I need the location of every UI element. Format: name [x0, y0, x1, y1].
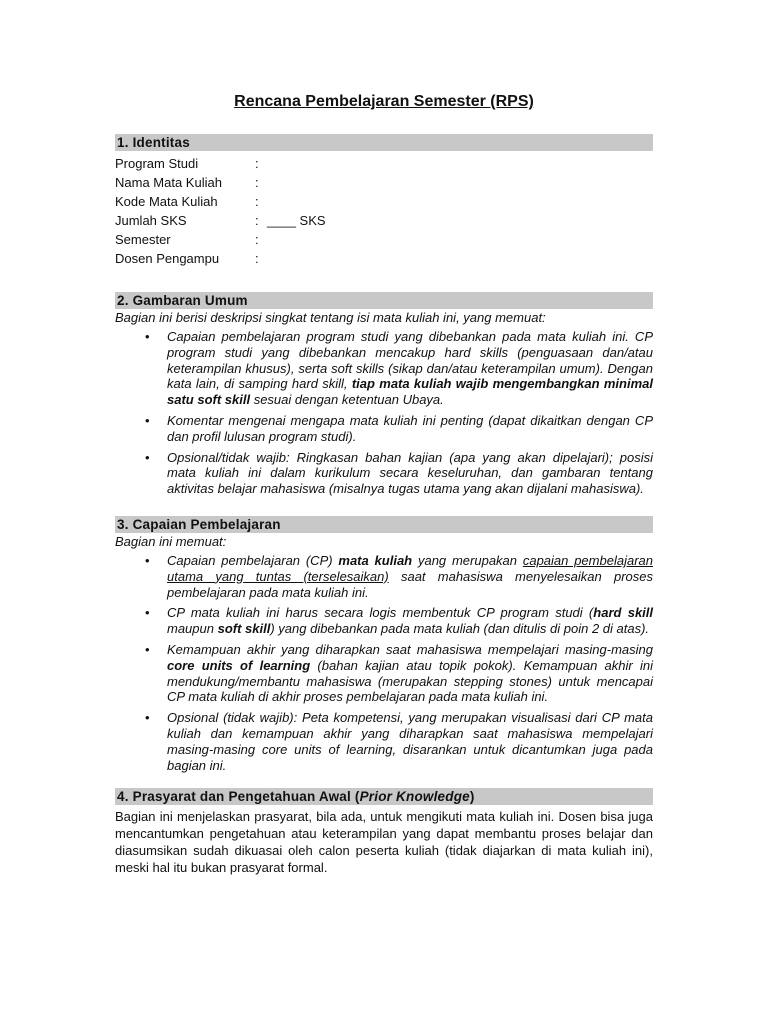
identity-row-program-studi: [115, 154, 653, 173]
identity-label: Semester: [115, 232, 171, 247]
identity-label: Program Studi: [115, 156, 199, 171]
list-item: • Opsional (tidak wajib): Peta kompetensi, yang merupakan visualisasi dari CP mata kuliah dan kemampuan akhir yang diharapkan saat mahasiswa mempelajari masing-masing core units of learning, disarankan untuk dicantumkan juga pada bagian ini.: [167, 710, 653, 773]
list-item: [167, 605, 653, 637]
identity-label: Dosen Pengampu: [115, 251, 220, 266]
list-item: • Opsional/tidak wajib: Ringkasan bahan kajian (apa yang akan dipelajari); posisi mata kuliah ini dalam kurikulum secara keseluruhan, dan gambaran tentang aktivitas belajar mahasiswa (misalnya tugas utama yang akan dijalani mahasiswa).: [167, 450, 653, 497]
list-item-text: saat mahasiswa menyelesaikan proses pembelajaran pada mata kuliah ini.: [167, 568, 654, 600]
section-heading-gambaran-umum: 2. Gambaran Umum: [115, 292, 653, 309]
identity-colon: :: [255, 251, 259, 266]
identity-row-nama-mata-kuliah: [115, 173, 653, 192]
section-intro: Bagian ini berisi deskripsi singkat tentang isi mata kuliah ini, yang memuat:: [115, 310, 546, 325]
emphasis-text: soft skill: [217, 621, 271, 637]
list-item: [167, 329, 653, 408]
heading-text: 4. Prasyarat dan Pengetahuan Awal (: [117, 789, 360, 805]
identity-colon: :: [255, 213, 259, 228]
list-item-text: maupun: [167, 621, 218, 637]
identity-value: ____ SKS: [267, 213, 326, 228]
section-heading-identitas: 1. Identitas: [115, 134, 653, 151]
identity-label: Nama Mata Kuliah: [115, 175, 222, 190]
section-paragraph: Bagian ini menjelaskan prasyarat, bila ada, untuk mengikuti mata kuliah ini. Dosen bisa juga mencantumkan pengetahuan atau keterampilan yang dapat membantu proses belajar dan diasumsikan sudah dikuasai oleh calon peserta kuliah (tidak diajarkan di mata kuliah ini), meski hal itu bukan prasyarat formal.: [115, 809, 653, 876]
list-item-text: (bahan kajian atau topik pokok). Kemampuan akhir ini mendukung/membantu mahasiswa (merupakan stepping stones) untuk mencapai CP mata kuliah di akhir proses pembelajaran pada mata kuliah ini.: [167, 657, 654, 705]
list-item-text: sesuai dengan ketentuan Ubaya.: [250, 392, 444, 408]
identity-colon: :: [255, 232, 259, 247]
section-heading-prasyarat: [115, 788, 653, 805]
bullet-list: [115, 329, 653, 497]
document-title: Rencana Pembelajaran Semester (RPS): [234, 93, 534, 110]
identity-row-semester: [115, 230, 653, 249]
identity-row-jumlah-sks: [115, 211, 653, 230]
heading-text: ): [469, 789, 475, 805]
list-item: [167, 553, 653, 600]
section-heading-capaian: 3. Capaian Pembelajaran: [115, 516, 653, 533]
bullet-list: [115, 553, 653, 773]
list-item-text: Capaian pembelajaran (CP): [167, 552, 339, 568]
heading-italic-text: Prior Knowledge: [359, 789, 470, 805]
emphasis-text: tiap mata kuliah wajib mengembangkan minimal satu soft skill: [167, 376, 653, 408]
identity-table: [115, 154, 653, 268]
underlined-text: capaian pembelajaran utama yang tuntas (terselesaikan): [167, 552, 653, 584]
list-item: [167, 642, 653, 705]
list-item-text: yang merupakan: [412, 552, 523, 568]
list-item-text: Kemampuan akhir yang diharapkan saat mahasiswa mempelajari masing-masing: [167, 641, 653, 657]
identity-colon: :: [255, 175, 259, 190]
identity-row-dosen-pengampu: [115, 249, 653, 268]
list-item-text: CP mata kuliah ini harus secara logis membentuk CP program studi (: [167, 605, 594, 621]
emphasis-text: core units of learning: [167, 657, 311, 673]
emphasis-text: hard skill: [593, 605, 654, 621]
identity-colon: :: [255, 156, 259, 171]
section-intro: Bagian ini memuat:: [115, 533, 227, 549]
identity-label: Kode Mata Kuliah: [115, 194, 218, 209]
list-item-text: Capaian pembelajaran program studi yang dibebankan pada mata kuliah ini. CP program studi yang dibebankan mencakup hard skills (penguasaan dan/atau keterampilan khusus), serta soft skills (sikap dan/atau keterampilan umum). Dengan kata lain, di samping hard skill,: [167, 329, 653, 392]
identity-row-kode-mata-kuliah: [115, 192, 653, 211]
identity-label: Jumlah SKS: [115, 213, 187, 228]
emphasis-text: mata kuliah: [338, 552, 413, 568]
document-page: [115, 92, 653, 876]
list-item-text: ) yang dibebankan pada mata kuliah (dan ditulis di poin 2 di atas).: [270, 621, 650, 637]
identity-colon: :: [255, 194, 259, 209]
list-item: • Komentar mengenai mengapa mata kuliah ini penting (dapat dikaitkan dengan CP dan profil lulusan program studi).: [167, 413, 653, 445]
